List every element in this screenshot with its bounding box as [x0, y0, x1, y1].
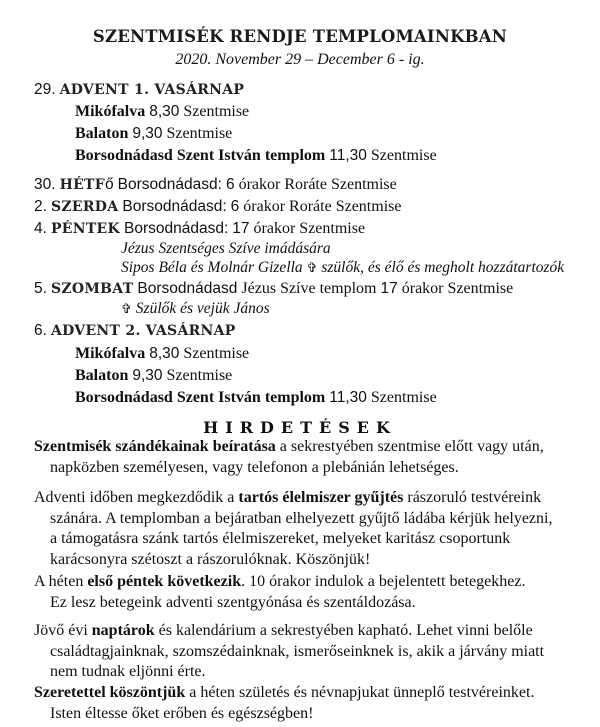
day-entry-saturday: 5. SZOMBAT Borsodnádasd Jézus Szíve templom 17 órakor Szentmise [34, 280, 514, 297]
day-entry-wednesday: 2. SZERDA Borsodnádasd: 6 órakor Roráte Szentmise [34, 198, 402, 215]
mass-entry: Mikófalva 8,30 Szentmise [75, 103, 250, 120]
date-range: 2020. November 29 – December 6 - ig. [175, 51, 425, 68]
day-entry-friday: 4. PÉNTEK Borsodnádasd: 17 órakor Szentmise [34, 220, 366, 237]
announcement-item: Szeretettel köszöntjük a héten születés és névnapjukat ünneplő testvéreinket. Isten éltesse őket erőben és egészségben! [34, 684, 535, 722]
announcement-item: Adventi időben megkezdődik a tartós élelmiszer gyűjtés rászoruló testvéreink szánára. A templomban a bejáratban elhelyezett gyűjtő ládába kérjük helyezni, a támogatásra szánk tartós élelmiszereket, melyeket karitász csoportunk karácsonyra szétoszt a rászorulóknak. Köszönjük! [34, 489, 553, 568]
day-heading-advent-1 [34, 80, 244, 100]
mass-entry: Borsodnádasd Szent István templom 11,30 Szentmise [75, 147, 437, 164]
day-name: ADVENT 1. VASÁRNAP [59, 82, 245, 98]
mass-entry: Balaton 9,30 Szentmise [75, 367, 233, 384]
announcements-heading: HIRDETÉSEK [203, 418, 397, 437]
mass-entry: Balaton 9,30 Szentmise [75, 125, 233, 142]
cross-icon: ✞ [121, 301, 132, 316]
mass-intention: Jézus Szentséges Szíve imádására [121, 240, 331, 257]
mass-entry: Borsodnádasd Szent István templom 11,30 Szentmise [75, 389, 437, 406]
page-title: SZENTMISÉK RENDJE TEMPLOMAINKBAN [92, 27, 508, 46]
day-entry-monday: 30. HÉTFő Borsodnádasd: 6 órakor Roráte Szentmise [34, 176, 397, 193]
cross-icon: ✞ [306, 260, 318, 275]
mass-entry: Mikófalva 8,30 Szentmise [75, 345, 250, 362]
day-heading-advent-2: 6. ADVENT 2. VASÁRNAP [34, 322, 236, 339]
announcement-item: A héten első péntek következik. 10 órakor indulok a bejelentett betegekhez. Ez lesz betegeink adventi szentgyónása és szentáldozása. [34, 573, 526, 611]
mass-intention: Sipos Béla és Molnár Gizella ✞ szülők, és élő és megholt hozzátartozók [121, 259, 565, 276]
announcement-item: Szentmisék szándékainak beíratása a sekrestyében szentmise előtt vagy után, napközben személyesen, vagy telefonon a plebánián lehetséges. [34, 438, 544, 476]
announcement-item: Jövő évi naptárok és kalendárium a sekrestyében kapható. Lehet vinni belőle családtagjainknak, szomszédainknak, ismerőseinknek is, akik a járvány miatt nem tudnak eljönni érte. [34, 622, 545, 680]
mass-intention: ✞ Szülők és vejük János [121, 300, 270, 317]
day-number: 29. [34, 81, 56, 98]
